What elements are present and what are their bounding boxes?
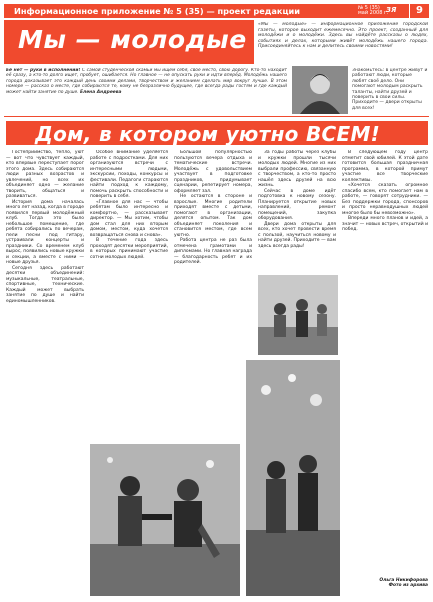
- portrait-photo: [292, 66, 348, 114]
- col4-paragraph: Двери дома открыты для всех, кто хочет провести время с пользой, научиться новому и найти друзей. Приходите — вам здесь всегда рады!: [258, 221, 336, 249]
- col4-paragraph: Сейчас в доме идёт подготовка к новому сезону. Планируется открытие новых направлений, ремонт помещений, закупка оборудования.: [258, 188, 336, 221]
- article-signature: Ольга Никифорова Фото из архива: [379, 578, 428, 589]
- masthead-title: Мы — молодые: [18, 25, 247, 54]
- photo-stage-graphic: [246, 360, 340, 596]
- photo-group: [258, 275, 338, 355]
- issue-date: май 2008 г.: [358, 10, 389, 16]
- masthead-description: «Мы — молодые» — информационное приложение городской газеты, которое выходит ежемесячно. Это проект, созданный для молодёжи и о молодёжи. Здесь вы найдёте рассказы о людях, событиях и делах, которыми живёт молодёжь нашего города. Присоединяйтесь к нам и делитесь своими новостями!: [258, 22, 428, 50]
- article-column-1: [6, 150, 84, 595]
- article-column-3: [174, 150, 252, 440]
- photo-group-graphic: [258, 275, 338, 355]
- portrait-photo-graphic: [292, 66, 348, 114]
- col5-paragraph: «Хочется сказать огромное спасибо всем, кто помогает нам в работе, — говорят сотрудники. — Без поддержки города, спонсоров и просто неравнодушных людей многое было бы невозможно».: [342, 183, 428, 216]
- col3-paragraph: Не остаются в стороне и взрослые. Многие родители приходят вместе с детьми, помогают в организации, делятся опытом. Так дом объединяет поколения и становится местом, где всем уютно.: [174, 194, 252, 238]
- intro-paragraph: [6, 68, 287, 114]
- page-number: 9: [410, 4, 429, 18]
- section-strip: Информационное приложение № 5 (35) — проект редакции: [4, 4, 409, 18]
- article-headline: Дом, в котором уютно ВСЕМ!: [35, 122, 381, 146]
- issue-info: [358, 6, 388, 16]
- issue-number: № 5 (35): [358, 5, 380, 11]
- photo-musicians-graphic: [90, 444, 240, 596]
- article-column-5: [342, 150, 428, 545]
- intro-sign: Елена Андреева: [79, 89, 122, 95]
- article-column-4: [258, 150, 336, 270]
- col5-paragraph: Впереди много планов и идей, а значит — новых встреч, открытий и побед.: [342, 216, 428, 232]
- col4-paragraph: За годы работы через клубы и кружки прошли тысячи молодых людей. Многие из них выбрали профессию, связанную с творчеством, а кто-то просто нашёл здесь друзей на всю жизнь.: [258, 150, 336, 188]
- col3-paragraph: Работа центра не раз была отмечена грамотами и дипломами. Но главная награда — благодарность ребят и их родителей.: [174, 238, 252, 265]
- col3-paragraph: Большой популярностью пользуются вечера отдыха и тематические встречи. Молодёжь с удовольствием участвует в подготовке праздников, придумывает сценарии, репетирует номера, оформляет зал.: [174, 150, 252, 194]
- col1-paragraph: Гостеприимство, тепло, уют — вот что чувствует каждый, кто впервые переступает порог этого дома. Здесь собираются люди разных возрастов и увлечений, но всех их объединяет одно — желание творить, общаться и развиваться.: [6, 150, 84, 199]
- paper-logo: ЗЯ: [386, 6, 397, 14]
- col2-paragraph: Особое внимание уделяется работе с подростками. Для них организуются встречи с интересными людьми, экскурсии, походы, конкурсы и фестивали. Педагоги стараются найти подход к каждому, помочь раскрыть способности и поверить в себя.: [90, 150, 168, 199]
- col1-paragraph: История дома началась много лет назад, когда в городе появился первый молодёжный клуб. Тогда это было небольшое помещение, где ребята собирались по вечерам, пели песни под гитару, устраивали концерты и праздники. Со временем клуб вырос, появились новые кружки и секции, а вместе с ними — новые друзья.: [6, 199, 84, 265]
- col5-paragraph: В следующем году центр отметит свой юбилей. К этой дате готовится большая праздничная программа, в которой примут участие все творческие коллективы.: [342, 150, 428, 183]
- photo-stage: [246, 360, 340, 596]
- col2-paragraph: «Главное для нас — чтобы ребятам было интересно и комфортно, — рассказывает директор. — Мы хотим, чтобы дом стал для них вторым домом, местом, куда хочется возвращаться снова и снова».: [90, 199, 168, 238]
- divider-rule: [4, 116, 429, 117]
- signature-block: [342, 548, 428, 596]
- intro-lead: Её нет — руки в исполнении!: [6, 68, 81, 73]
- photo-musicians: [90, 444, 240, 596]
- col1-paragraph: Сегодня здесь работают десятки объединений: музыкальные, театральные, спортивные, технические. Каждый может выбрать занятие по душе и найти единомышленников.: [6, 265, 84, 304]
- col2-paragraph: В течение года здесь проходят десятки мероприятий, в которых принимают участие сотни молодых людей.: [90, 238, 168, 260]
- article-column-2: [90, 150, 168, 440]
- side-note: Знакомьтесь: в центре живут и работают люди, которые любят своё дело. Они помогают молодым раскрыть таланты, найти друзей и поверить в свои силы. Приходите — двери открыты для всех!: [352, 68, 428, 111]
- intro-text: С самой студенческой скамьи мы ищем себя, своё место, свою дорогу. Кто-то находит её сразу, а кто-то долго ищет, пробует, ошибается. Но главное — не опускать руки и идти вперёд. Молодёжь нашего города доказывает это каждый день своими делами, творчеством и желанием сделать мир вокруг лучше. В этом номере — рассказ о месте, где собираются те, кому не безразлично будущее, где всегда рады гостям и где каждый может найти занятие по душе.: [6, 68, 287, 95]
